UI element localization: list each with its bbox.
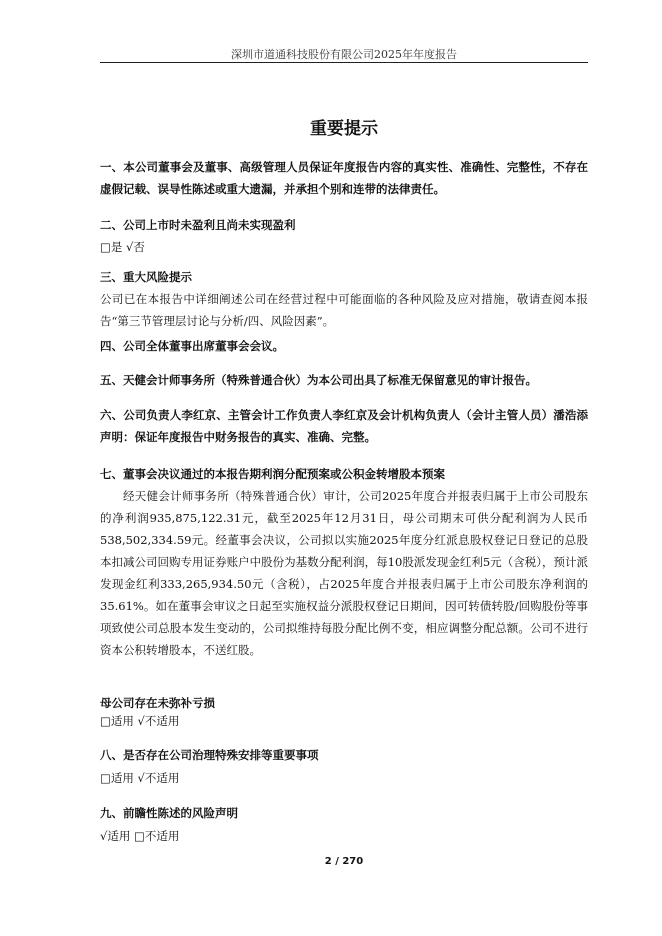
section-9-heading: 九、前瞻性陈述的风险声明 — [100, 806, 238, 820]
section-1: 一、本公司董事会及董事、高级管理人员保证年度报告内容的真实性、准确性、完整性，不存在虚假记载、误导性陈述或重大遗漏，并承担个别和连带的法律责任。 — [100, 160, 588, 196]
report-header: 深圳市道通科技股份有限公司2025年年度报告 — [231, 48, 457, 61]
section-3-heading: 三、重大风险提示 — [100, 270, 192, 284]
section-3-text: 公司已在本报告中详细阐述公司在经营过程中可能面临的各种风险及应对措施，敬请查阅本报告“第三节管理层讨论与分析/四、风险因素”。 — [100, 292, 588, 328]
section-2-options: □是 √否 — [100, 240, 145, 254]
section-9-options: √适用 □不适用 — [100, 829, 180, 843]
section-7-text: 经天健会计师事务所（特殊普通合伙）审计，公司2025年度合并报表归属于上市公司股东的净利润935,875,122.31元，截至2025年12月31日，母公司期末可供分配利润为人民币538,502,334.59元。经董事会决议，公司拟以实施2025年度分红派息股权登记日登记的总股本扣减公司回购专用证券账户中股份为基数分配利润，每10股派发现金红利5元（含税），预计派发现金红利333,265,934.50元（含税），占2025年度合并报表归属于上市公司股东净利润的35.61%。如在董事会审议之日起至实施权益分派股权登记日期间，因可转债转股/回购股份等事项致使公司总股本发生变动的，公司拟维持每股分配比例不变，相应调整分配总额。公司不进行资本公积转增股本，不送红股。 — [100, 489, 588, 657]
parent-loss-heading: 母公司存在未弥补亏损 — [100, 696, 215, 710]
page-title: 重要提示 — [310, 119, 378, 139]
parent-loss-options: □适用 √不适用 — [100, 714, 180, 728]
section-8-heading: 八、是否存在公司治理特殊安排等重要事项 — [100, 748, 319, 762]
section-4: 四、公司全体董事出席董事会会议。 — [100, 339, 284, 353]
page-number: 2 / 270 — [324, 856, 364, 867]
header-rule — [100, 62, 588, 63]
section-8-options: □适用 √不适用 — [100, 771, 180, 785]
section-5: 五、天健会计师事务所（特殊普通合伙）为本公司出具了标准无保留意见的审计报告。 — [100, 373, 537, 387]
section-6: 六、公司负责人李红京、主管会计工作负责人李红京及会计机构负责人（会计主管人员）潘浩添声明：保证年度报告中财务报告的真实、准确、完整。 — [100, 408, 588, 444]
section-2-heading: 二、公司上市时未盈利且尚未实现盈利 — [100, 218, 296, 232]
section-7-heading: 七、董事会决议通过的本报告期利润分配预案或公积金转增股本预案 — [100, 467, 445, 481]
